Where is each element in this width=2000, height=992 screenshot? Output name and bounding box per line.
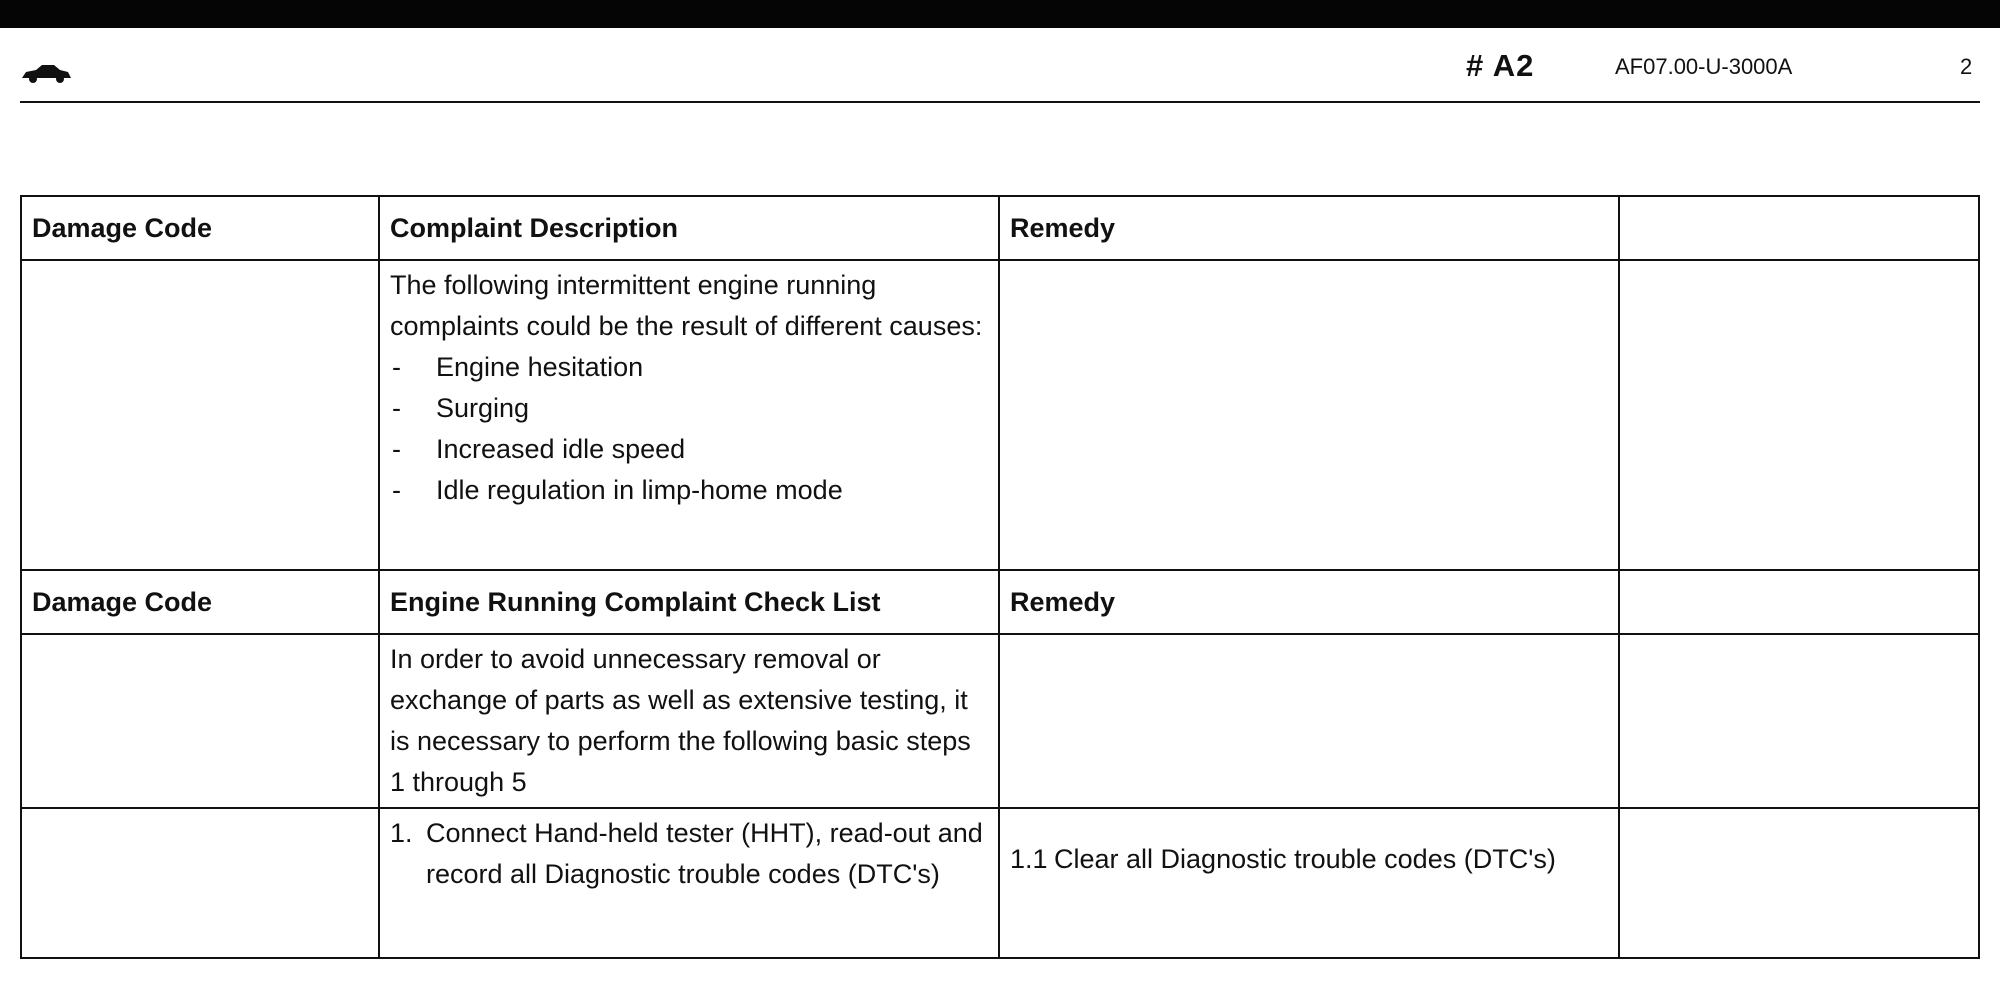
list-item: - Increased idle speed xyxy=(390,429,988,470)
blank-cell xyxy=(1619,260,1979,570)
step-cell xyxy=(379,808,999,958)
blank-cell xyxy=(1619,808,1979,958)
header-damage-code: Damage Code xyxy=(21,570,379,634)
header-remedy: Remedy xyxy=(999,196,1619,260)
remedy-cell xyxy=(999,260,1619,570)
list-item: - Engine hesitation xyxy=(390,347,988,388)
list-item: - Idle regulation in limp-home mode xyxy=(390,470,988,511)
page-header xyxy=(0,28,2000,108)
remedy-step-1-1 xyxy=(1010,839,1608,880)
table-row xyxy=(21,634,1979,808)
header-damage-code: Damage Code xyxy=(21,196,379,260)
blank-cell xyxy=(1619,634,1979,808)
check-list-intro: In order to avoid unnecessary removal or exchange of parts as well as extensive testing, it is necessary to perform the following basic steps 1 through 5 xyxy=(379,634,999,808)
step-1 xyxy=(390,813,988,895)
list-item: - Surging xyxy=(390,388,988,429)
damage-code-cell xyxy=(21,260,379,570)
document-code: AF07.00-U-3000A xyxy=(1615,54,1793,79)
remedy-step-text: Clear all Diagnostic trouble codes (DTC's) xyxy=(1054,844,1556,874)
step-text: Connect Hand-held tester (HHT), read-out and record all Diagnostic trouble codes (DTC's) xyxy=(426,818,983,889)
remedy-cell xyxy=(999,808,1619,958)
header-check-list: Engine Running Complaint Check List xyxy=(379,570,999,634)
page-number: 2 xyxy=(1960,54,1973,79)
table-header-row xyxy=(21,196,1979,260)
top-black-bar xyxy=(0,0,2000,28)
document-number: # A2 xyxy=(1466,48,1535,83)
header-divider xyxy=(20,101,1980,103)
remedy-cell xyxy=(999,634,1619,808)
table-row xyxy=(21,808,1979,958)
complaint-intro: The following intermittent engine running complaints could be the result of different causes: xyxy=(390,270,983,341)
damage-code-cell xyxy=(21,634,379,808)
header-remedy: Remedy xyxy=(999,570,1619,634)
header-blank xyxy=(1619,570,1979,634)
header-complaint-description: Complaint Description xyxy=(379,196,999,260)
step-number: 1. xyxy=(390,818,413,848)
table-row xyxy=(21,260,1979,570)
damage-code-cell xyxy=(21,808,379,958)
complaint-list xyxy=(390,347,988,511)
complaint-table xyxy=(20,195,1980,959)
complaint-description-cell xyxy=(379,260,999,570)
car-icon xyxy=(20,62,72,84)
remedy-step-number: 1.1 xyxy=(1010,844,1048,874)
header-blank xyxy=(1619,196,1979,260)
table-header-row xyxy=(21,570,1979,634)
